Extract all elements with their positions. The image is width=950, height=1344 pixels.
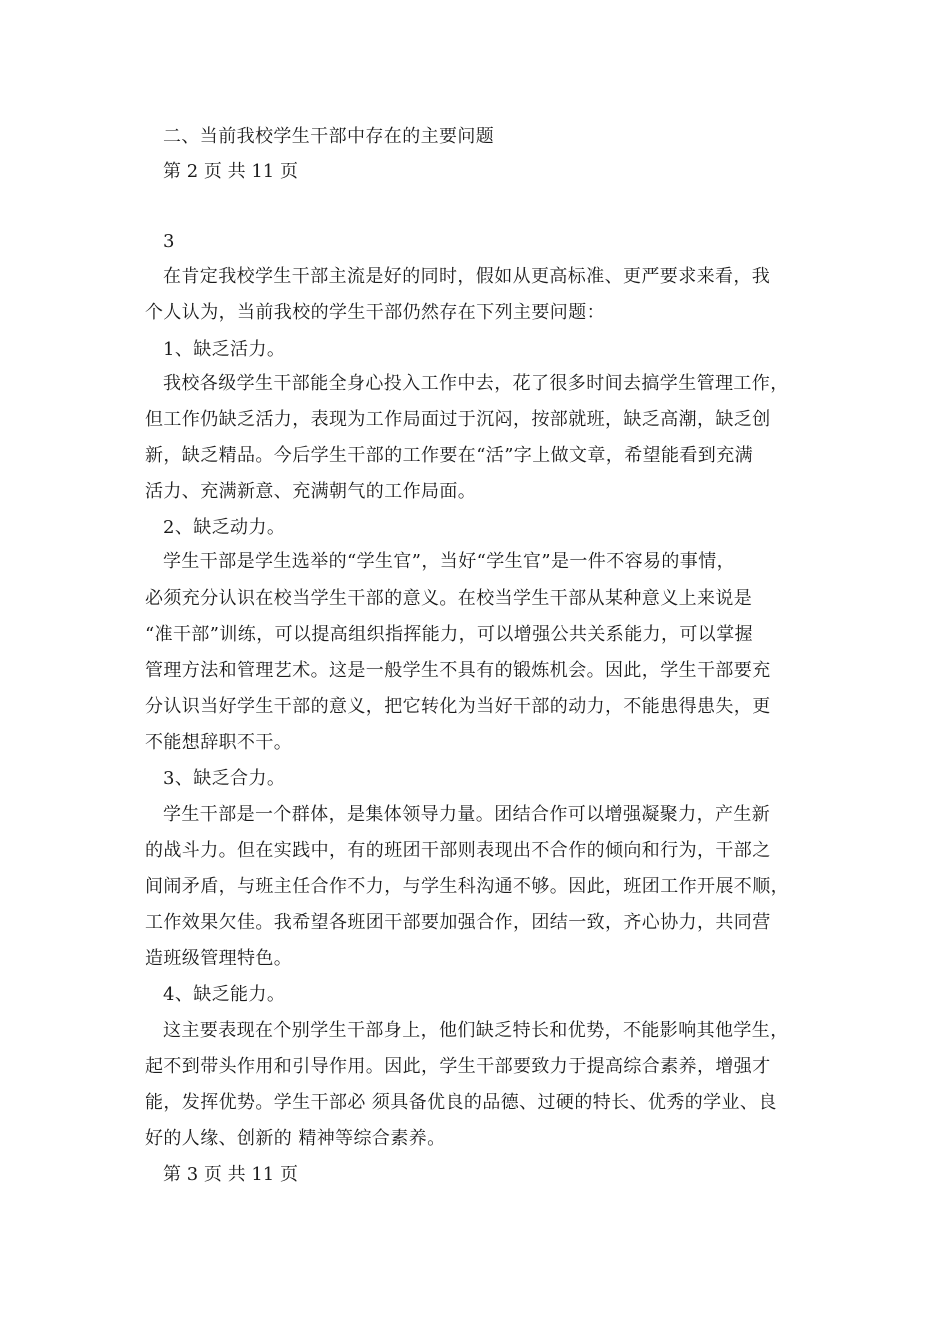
- paragraph-line: 分认识当好学生干部的意义，把它转化为当好干部的动力，不能患得患失，更: [145, 696, 771, 717]
- section-heading: 二、当前我校学生干部中存在的主要问题: [163, 126, 495, 147]
- paragraph-line: 不能想辞职不干。: [145, 732, 293, 753]
- paragraph-line: 管理方法和管理艺术。这是一般学生不具有的锻炼机会。因此，学生干部要充: [145, 660, 771, 681]
- list-item-title: 1、缺乏活力。: [163, 339, 286, 360]
- paragraph-line: 这主要表现在个别学生干部身上，他们缺乏特长和优势，不能影响其他学生，: [163, 1020, 789, 1041]
- paragraph-line: 间闹矛盾，与班主任合作不力，与学生科沟通不够。因此，班团工作开展不顺，: [145, 876, 789, 897]
- paragraph-line: 起不到带头作用和引导作用。因此，学生干部要致力于提高综合素养，增强才: [145, 1056, 771, 1077]
- paragraph-line: 的战斗力。但在实践中，有的班团干部则表现出不合作的倾向和行为，干部之: [145, 840, 771, 861]
- paragraph-line: “准干部”训练，可以提高组织指挥能力，可以增强公共关系能力，可以掌握: [145, 624, 754, 645]
- page-footer: 第 2 页 共 11 页: [163, 161, 298, 182]
- list-item-title: 3、缺乏合力。: [163, 768, 286, 789]
- paragraph-line: 工作效果欠佳。我希望各班团干部要加强合作，团结一致，齐心协力，共同营: [145, 912, 771, 933]
- paragraph-line: 我校各级学生干部能全身心投入工作中去，花了很多时间去搞学生管理工作，: [163, 373, 789, 394]
- paragraph-line: 学生干部是学生选举的“学生官”，当好“学生官”是一件不容易的事情，: [163, 551, 736, 572]
- paragraph-line: 学生干部是一个群体，是集体领导力量。团结合作可以增强凝聚力，产生新: [163, 804, 771, 825]
- paragraph-line: 必须充分认识在校当学生干部的意义。在校当学生干部从某种意义上来说是: [145, 588, 753, 609]
- page-footer: 第 3 页 共 11 页: [163, 1164, 298, 1185]
- paragraph-line: 在肯定我校学生干部主流是好的同时，假如从更高标准、更严要求来看，我: [163, 266, 771, 287]
- list-item-title: 4、缺乏能力。: [163, 984, 286, 1005]
- paragraph-line: 好的人缘、创新的 精神等综合素养。: [145, 1128, 446, 1149]
- paragraph-line: 能，发挥优势。学生干部必 须具备优良的品德、过硬的特长、优秀的学业、良: [145, 1092, 777, 1113]
- paragraph-line: 活力、充满新意、充满朝气的工作局面。: [145, 481, 477, 502]
- paragraph-line: 个人认为，当前我校的学生干部仍然存在下列主要问题：: [145, 302, 605, 323]
- list-item-title: 2、缺乏动力。: [163, 517, 286, 538]
- paragraph-line: 造班级管理特色。: [145, 948, 293, 969]
- paragraph-line: 新，缺乏精品。今后学生干部的工作要在“活”字上做文章，希望能看到充满: [145, 445, 754, 466]
- page-number-marker: 3: [163, 231, 175, 252]
- paragraph-line: 但工作仍缺乏活力，表现为工作局面过于沉闷，按部就班，缺乏高潮，缺乏创: [145, 409, 771, 430]
